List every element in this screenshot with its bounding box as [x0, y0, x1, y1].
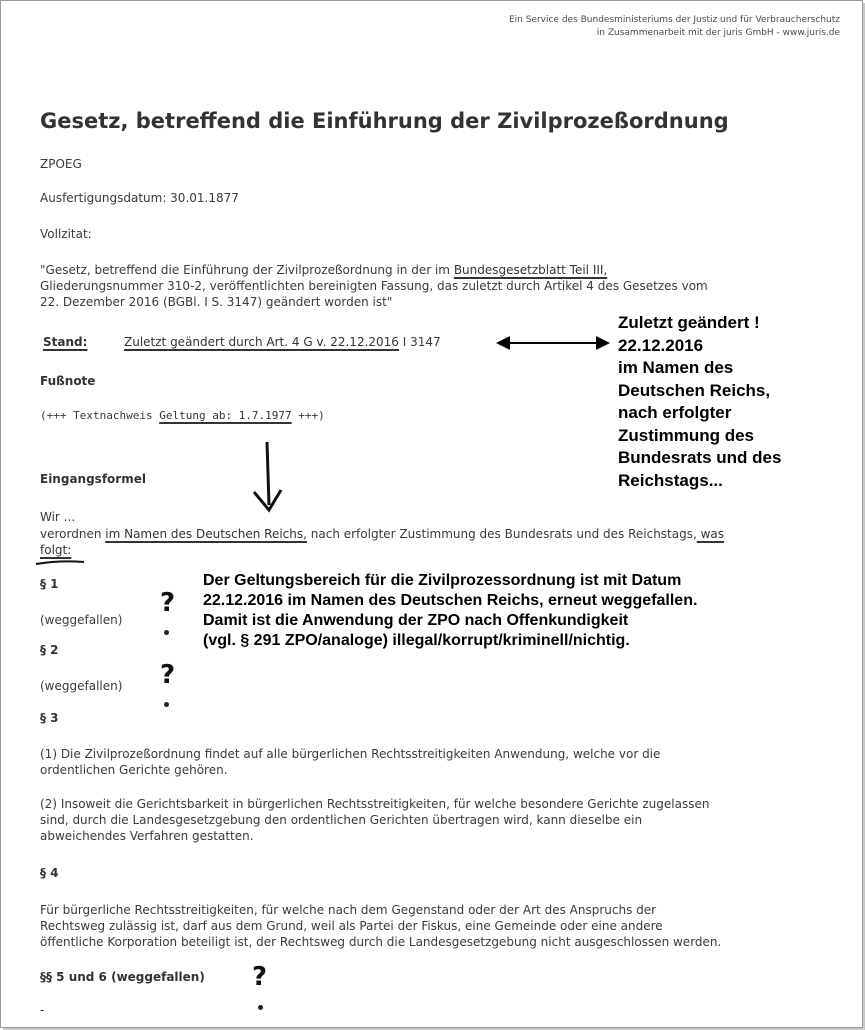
- section-3-para-1-line-1: (1) Die Zivilprozeßordnung findet auf alle bürgerlichen Rechtsstreitigkeiten Anwendung, welche vor die: [40, 747, 661, 761]
- section-4-line-2: Rechtsweg zulässig ist, darf aus dem Grund, weil als Partei der Fiskus, eine Gemeinde oder eine andere: [40, 919, 663, 933]
- annotation-right-line: Deutschen Reichs,: [618, 380, 771, 400]
- section-3-para-2-line-3: abweichendes Verfahren gestatten.: [40, 829, 254, 843]
- annotation-middle: [203, 571, 697, 651]
- vollzitat-line-3: 22. Dezember 2016 (BGBl. I S. 3147) geändert worden ist": [40, 295, 393, 309]
- section-3-para-2-line-1: (2) Insoweit die Gerichtsbarkeit in bürgerlichen Rechtsstreitigkeiten, für welche besondere Gerichte zugelassen: [40, 797, 710, 811]
- question-dot-2: [164, 702, 169, 707]
- question-mark-2: ?: [160, 660, 176, 690]
- section-2-text: (weggefallen): [40, 679, 123, 693]
- bgbl-link: Bundesgesetzblatt Teil III,: [453, 263, 608, 277]
- down-arrow-shaft: [267, 442, 269, 505]
- annotation-right-line: Zustimmung des: [618, 425, 755, 445]
- vollzitat-line-2: Gliederungsnummer 310-2, veröffentlichten bereinigten Fassung, das zuletzt durch Artikel 4 des Gesetzes vom: [40, 279, 708, 293]
- section-4-line-3: öffentliche Korporation beteiligt ist, der Rechtsweg durch die Landesgesetzgebung nicht ausgeschlossen werden.: [40, 935, 722, 949]
- fussnote-label: Fußnote: [40, 374, 96, 388]
- section-4-heading: § 4: [40, 866, 59, 880]
- trailing-dash: -: [40, 1003, 45, 1017]
- annotation-middle-line: Damit ist die Anwendung der ZPO nach Offenkundigkeit: [203, 612, 629, 629]
- law-abbreviation: ZPOEG: [40, 157, 82, 171]
- annotation-middle-line: 22.12.2016 im Namen des Deutschen Reichs, erneut weggefallen.: [203, 592, 698, 609]
- vollzitat-label: Vollzitat:: [40, 227, 92, 241]
- wir-text: Wir ...: [40, 510, 76, 524]
- arrow-head-left: [496, 336, 510, 350]
- stand-label: Stand:: [43, 335, 88, 349]
- question-mark-3: ?: [252, 962, 268, 992]
- folgt-underline-stroke: [36, 561, 84, 564]
- annotation-right-line: 22.12.2016: [618, 335, 704, 355]
- section-4-line-1: Für bürgerliche Rechtsstreitigkeiten, für welche nach dem Gegenstand oder der Art des Anspruchs der: [40, 903, 657, 917]
- section-2-heading: § 2: [40, 643, 59, 657]
- header-line-2: in Zusammenarbeit mit der juris GmbH - www.juris.de: [596, 28, 840, 38]
- vollzitat-line-1: "Gesetz, betreffend die Einführung der Zivilprozeßordnung in der im Bundesgesetzblatt Teil III,: [40, 263, 608, 277]
- annotation-middle-line: Der Geltungsbereich für die Zivilprozessordnung ist mit Datum: [203, 572, 682, 589]
- folgt-text: folgt:: [40, 543, 72, 557]
- arrow-head-right: [596, 336, 610, 350]
- annotation-right-line: im Namen des: [618, 358, 734, 377]
- verordnen-line: verordnen im Namen des Deutschen Reichs, nach erfolgter Zustimmung des Bundesrats und des Reichstags, was: [40, 527, 725, 541]
- fussnote-text: (+++ Textnachweis Geltung ab: 1.7.1977 +++): [40, 409, 325, 422]
- annotation-right-line: Zuletzt geändert !: [618, 313, 760, 332]
- section-3-heading: § 3: [40, 711, 59, 725]
- issue-date: Ausfertigungsdatum: 30.01.1877: [40, 191, 239, 205]
- annotation-right: [618, 312, 781, 492]
- section-3-para-2-line-2: sind, durch die Landesgesetzgebung den ordentlichen Gerichten übertragen wird, kann dieselbe ein: [40, 813, 643, 827]
- section-1-text: (weggefallen): [40, 613, 123, 627]
- question-mark-1: ?: [160, 588, 176, 618]
- annotation-right-line: Bundesrats und des: [618, 448, 782, 467]
- annotation-middle-line: (vgl. § 291 ZPO/analoge) illegal/korrupt/kriminell/nichtig.: [203, 632, 630, 649]
- annotation-right-line: Reichstags...: [618, 470, 723, 490]
- stand-text: Zuletzt geändert durch Art. 4 G v. 22.12.2016 I 3147: [124, 335, 441, 349]
- section-5-6-heading: §§ 5 und 6 (weggefallen): [40, 970, 205, 984]
- law-title: Gesetz, betreffend die Einführung der Zivilprozeßordnung: [40, 109, 729, 133]
- section-1-heading: § 1: [40, 577, 59, 591]
- annotation-right-line: nach erfolgter: [618, 403, 732, 422]
- eingangsformel-label: Eingangsformel: [40, 472, 146, 486]
- section-3-para-1-line-2: ordentlichen Gerichte gehören.: [40, 763, 228, 777]
- header-line-1: Ein Service des Bundesministeriums der Justiz und für Verbraucherschutz: [508, 15, 840, 25]
- question-dot-3: [258, 1005, 263, 1010]
- question-dot-1: [164, 630, 169, 635]
